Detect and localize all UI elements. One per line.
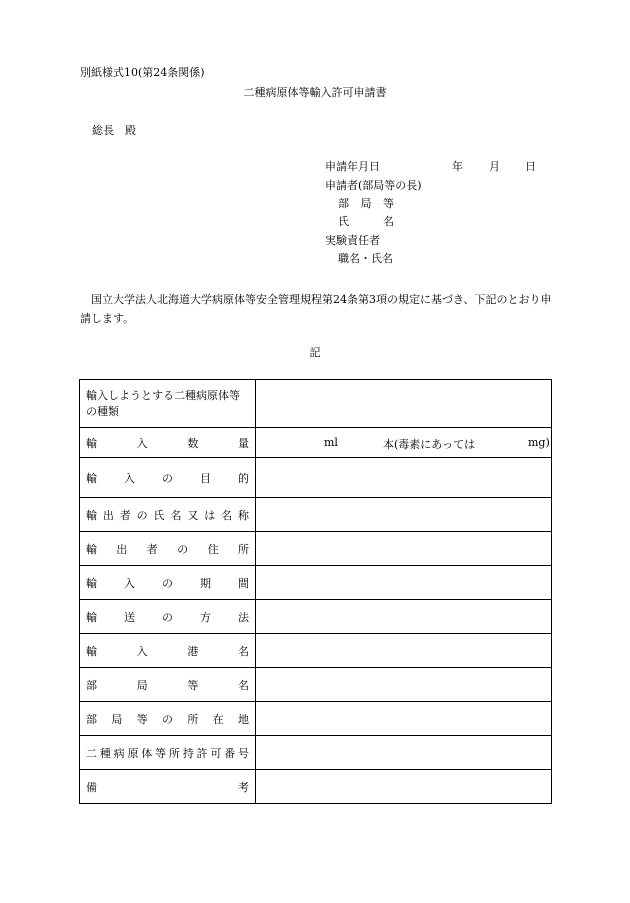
remarks-field[interactable] [256,770,552,804]
table-row [80,566,552,600]
year-label: 年 [452,160,463,173]
table-row [80,736,552,770]
quantity-label: 輸入数量 [86,436,249,450]
month-label: 月 [489,160,500,173]
row-label [80,380,256,428]
row-label [80,428,256,458]
transport-method-label: 輸送の方法 [86,610,249,624]
document-title: 二種病原体等輸入許可申請書 [243,86,387,99]
remarks-label: 備考 [86,780,249,794]
row-label [80,770,256,804]
row-label [80,634,256,668]
addressee: 総長 殿 [92,124,136,137]
pathogen-type-field[interactable] [256,380,552,428]
table-row [80,532,552,566]
table-row [80,702,552,736]
import-period-field[interactable] [256,566,552,600]
form-number: 別紙様式10(第24条関係) [80,66,205,79]
transport-method-field[interactable] [256,600,552,634]
row-label [80,600,256,634]
mg-unit: mg) [528,435,550,449]
row-label [80,498,256,532]
experimenter-label: 実験責任者 [325,234,380,247]
quantity-field[interactable] [256,428,552,458]
import-period-label: 輸入の期間 [86,576,249,590]
table-row [80,600,552,634]
department-name-label: 部局等名 [86,678,249,692]
row-label [80,668,256,702]
pathogen-type-label: 輸入しようとする二種病原体等の種類 [86,388,240,418]
table-row [80,380,552,428]
department-location-field[interactable] [256,702,552,736]
day-label: 日 [525,160,536,173]
exporter-name-label: 輸出者の氏名又は名称 [86,508,249,522]
exporter-address-field[interactable] [256,532,552,566]
import-port-label: 輸入港名 [86,644,249,658]
ki-label: 記 [309,346,321,359]
row-label [80,532,256,566]
table-row [80,668,552,702]
department-location-label: 部局等の所在地 [86,712,249,726]
row-label [80,566,256,600]
exporter-name-field[interactable] [256,498,552,532]
application-date-label: 申請年月日 [325,160,380,173]
exporter-address-label: 輸出者の住所 [86,542,249,556]
table-row [80,770,552,804]
department-label: 部局等 [338,197,394,210]
table-row [80,498,552,532]
table-row [80,458,552,498]
ml-unit: ml [324,435,338,449]
permit-number-label: 二種病原体等所持許可番号 [86,746,249,760]
permit-number-field[interactable] [256,736,552,770]
row-label [80,736,256,770]
applicant-label: 申請者(部局等の長) [325,179,422,192]
count-unit: 本(毒素にあっては [383,437,476,451]
department-name-field[interactable] [256,668,552,702]
application-date [325,160,536,174]
purpose-label: 輸入の目的 [86,471,249,485]
row-label [80,458,256,498]
application-table [79,379,552,804]
table-row [80,634,552,668]
import-port-field[interactable] [256,634,552,668]
name-label: 氏名 [338,215,394,228]
purpose-field[interactable] [256,458,552,498]
row-label [80,702,256,736]
title-name-label: 職名・氏名 [338,252,393,265]
table-row [80,428,552,458]
body-text: 国立大学法人北海道大学病原体等安全管理規程第24条第3項の規定に基づき、下記のとおり申請します。 [80,293,552,325]
